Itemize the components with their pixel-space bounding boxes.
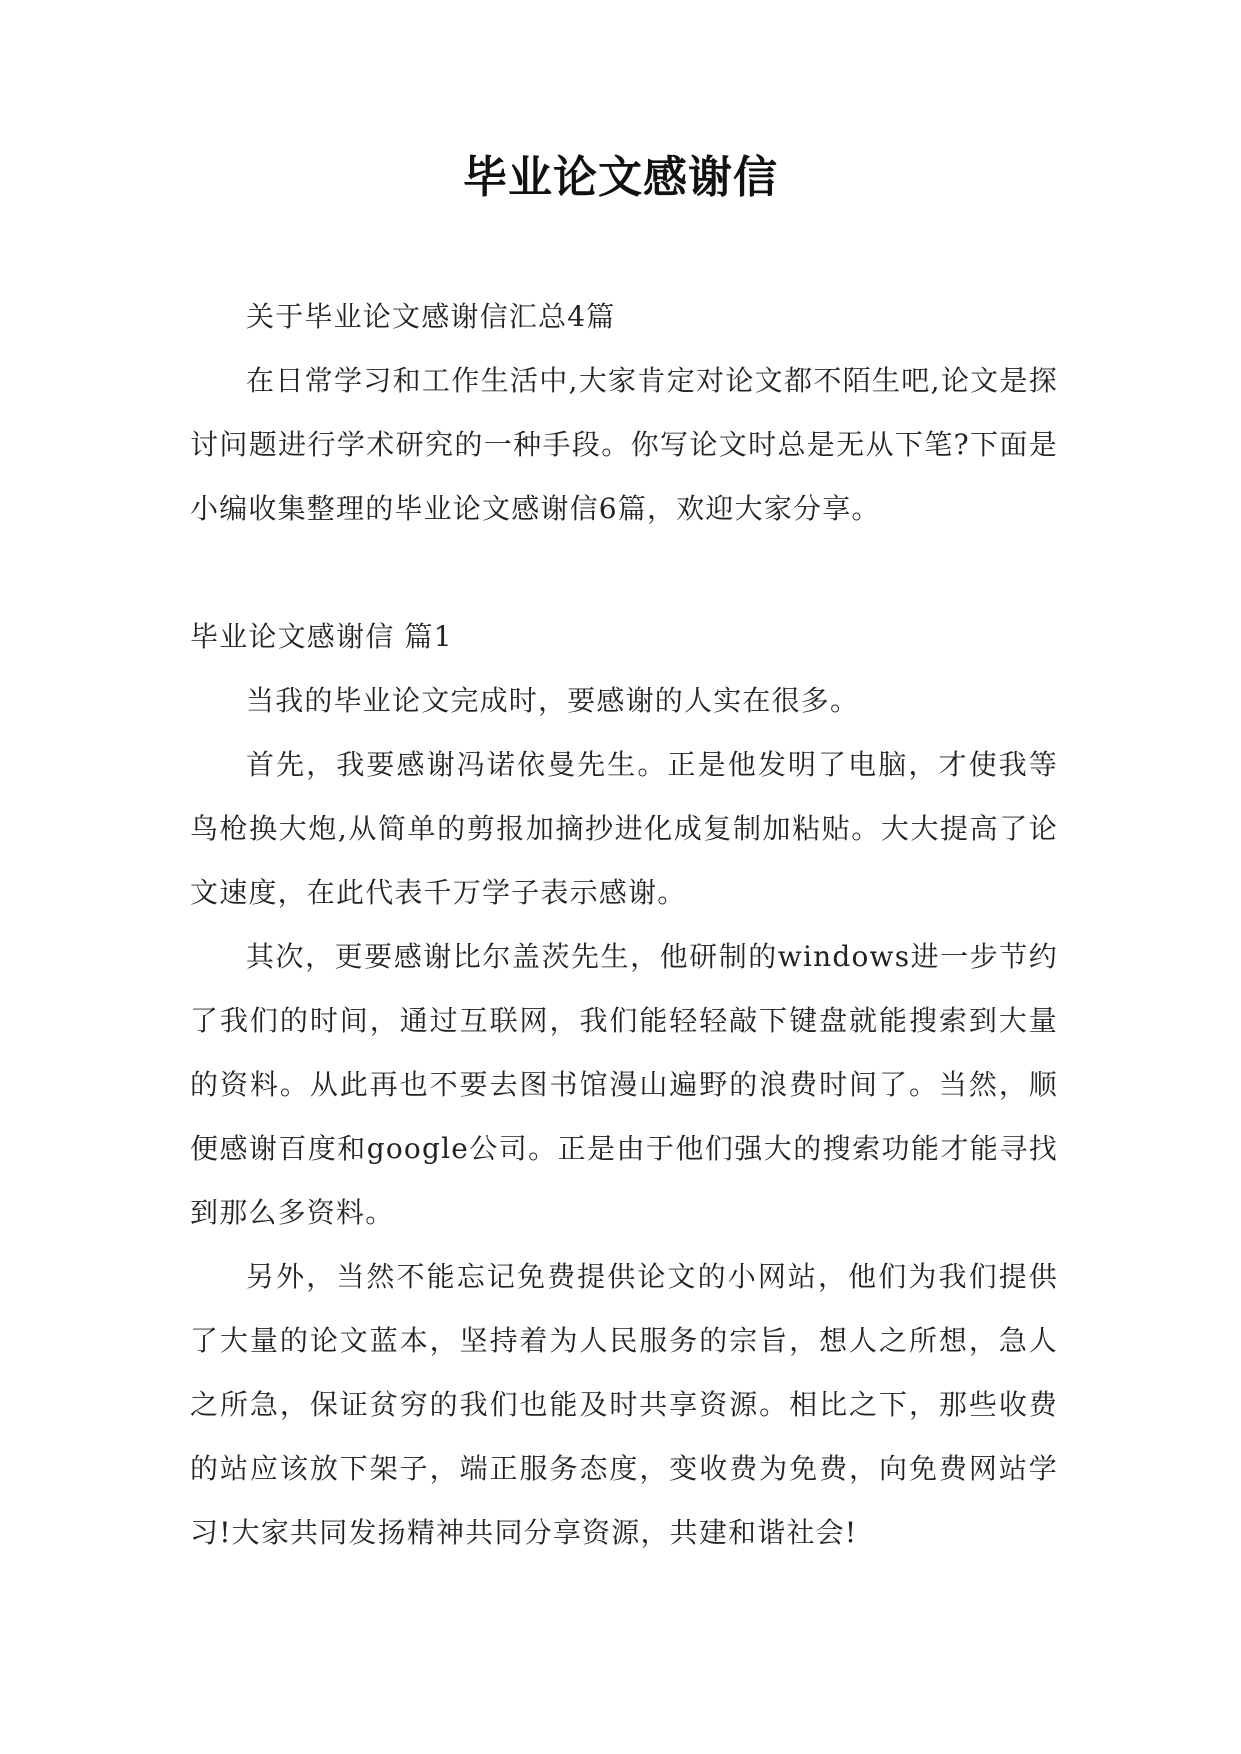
section-heading: 毕业论文感谢信 篇1 bbox=[190, 620, 453, 653]
intro-subtitle: 关于毕业论文感谢信汇总4篇 bbox=[246, 300, 616, 333]
body-paragraph: 其次，更要感谢比尔盖茨先生，他研制的windows进一步节约了我们的时间，通过互联网，我们能轻轻敲下键盘就能搜索到大量的资料。从此再也不要去图书馆漫山遍野的浪费时间了。当然，顺便感谢百度和google公司。正是由于他们强大的搜索功能才能寻找到那么多资料。 bbox=[190, 940, 1058, 1229]
intro-paragraph: 在日常学习和工作生活中,大家肯定对论文都不陌生吧,论文是探讨问题进行学术研究的一种手段。你写论文时总是无从下笔?下面是小编收集整理的毕业论文感谢信6篇，欢迎大家分享。 bbox=[190, 364, 1058, 525]
body-paragraph: 另外，当然不能忘记免费提供论文的小网站，他们为我们提供了大量的论文蓝本，坚持着为人民服务的宗旨，想人之所想，急人之所急，保证贫穷的我们也能及时共享资源。相比之下，那些收费的站应该放下架子，端正服务态度，变收费为免费，向免费网站学习!大家共同发扬精神共同分享资源，共建和谐社会! bbox=[190, 1260, 1058, 1549]
body-paragraph: 首先，我要感谢冯诺依曼先生。正是他发明了电脑，才使我等鸟枪换大炮,从简单的剪报加摘抄进化成复制加粘贴。大大提高了论文速度，在此代表千万学子表示感谢。 bbox=[190, 748, 1058, 909]
body-paragraph: 当我的毕业论文完成时，要感谢的人实在很多。 bbox=[246, 684, 860, 717]
document-body bbox=[190, 285, 1058, 1565]
document-title: 毕业论文感谢信 bbox=[463, 152, 778, 203]
section-spacer bbox=[190, 541, 1058, 605]
